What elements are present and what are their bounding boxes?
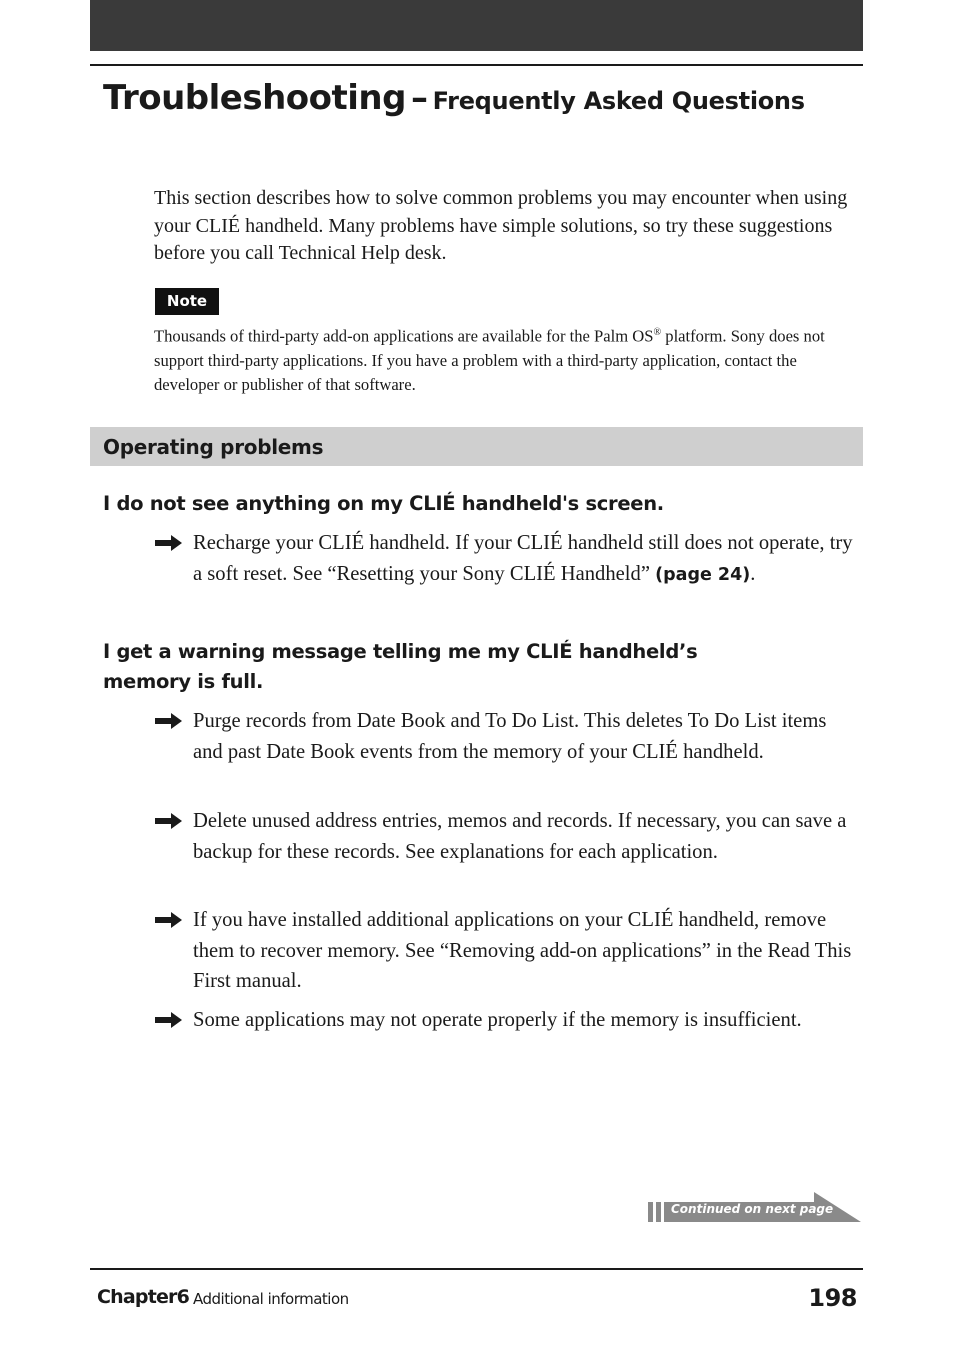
intro-paragraph: This section describes how to solve common problems you may encounter when using your CLIÉ handheld. Many problems have simple solutions, so try these suggestions before you call Technical Help desk.	[154, 187, 848, 264]
answer-text: Some applications may not operate properly if the memory is insufficient.	[193, 1009, 802, 1031]
answer-item	[154, 528, 859, 590]
continued-next-page	[648, 1192, 862, 1222]
answer-item	[154, 1005, 859, 1036]
note-badge: Note	[155, 288, 219, 315]
answer-text: If you have installed additional applications on your CLIÉ handheld, remove them to recover memory. See “Removing add-on applications” in the Read This First manual.	[193, 909, 852, 992]
top-header-bar	[90, 0, 863, 51]
page-reference: (page 24)	[655, 564, 751, 585]
answer-item	[154, 706, 859, 767]
page-title-dash: –	[411, 78, 428, 118]
answer-text-main: Recharge your CLIÉ handheld. If your CLIÉ handheld still does not operate, try a soft reset. See “Resetting your Sony CLIÉ Handheld”	[193, 532, 853, 585]
arrow-right-icon	[154, 910, 184, 930]
note-text-before: Thousands of third-party add-on applications are available for the Palm OS	[154, 326, 654, 346]
question-line: memory is full.	[103, 670, 264, 693]
registered-mark: ®	[653, 327, 662, 338]
page-title-sub: Frequently Asked Questions	[432, 87, 805, 115]
section-header-bar	[90, 427, 863, 466]
footer-section: Additional information	[193, 1290, 349, 1308]
answer-text	[193, 528, 859, 590]
answer-item	[154, 905, 859, 997]
page-number: 198	[808, 1284, 857, 1312]
question-heading: I do not see anything on my CLIÉ handheld's screen.	[103, 492, 664, 515]
footer-chapter: Chapter6	[97, 1286, 190, 1308]
arrow-right-icon	[154, 811, 184, 831]
answer-text-tail: .	[750, 562, 756, 585]
header-rule	[90, 64, 863, 66]
note-text	[154, 321, 859, 397]
arrow-right-icon	[154, 711, 184, 731]
page-title-main: Troubleshooting	[103, 78, 406, 118]
answer-item	[154, 806, 859, 867]
note-text-after: platform. Sony does not support third-party applications. If you have a problem with a third-party application, contact the developer or publisher of that software.	[154, 326, 825, 394]
section-title: Operating problems	[103, 435, 324, 459]
question-heading	[103, 637, 697, 697]
page-title	[103, 78, 805, 118]
arrow-right-icon	[154, 1010, 184, 1030]
answer-text: Purge records from Date Book and To Do List. This deletes To Do List items and past Date Book events from the memory of your CLIÉ handheld.	[193, 710, 827, 763]
continued-text: Continued on next page	[671, 1202, 834, 1216]
arrow-right-icon	[154, 533, 184, 553]
footer-rule	[90, 1268, 863, 1270]
question-line: I get a warning message telling me my CLIÉ handheld’s	[103, 640, 698, 663]
answer-text: Delete unused address entries, memos and records. If necessary, you can save a backup for these records. See explanations for each application.	[193, 810, 847, 863]
